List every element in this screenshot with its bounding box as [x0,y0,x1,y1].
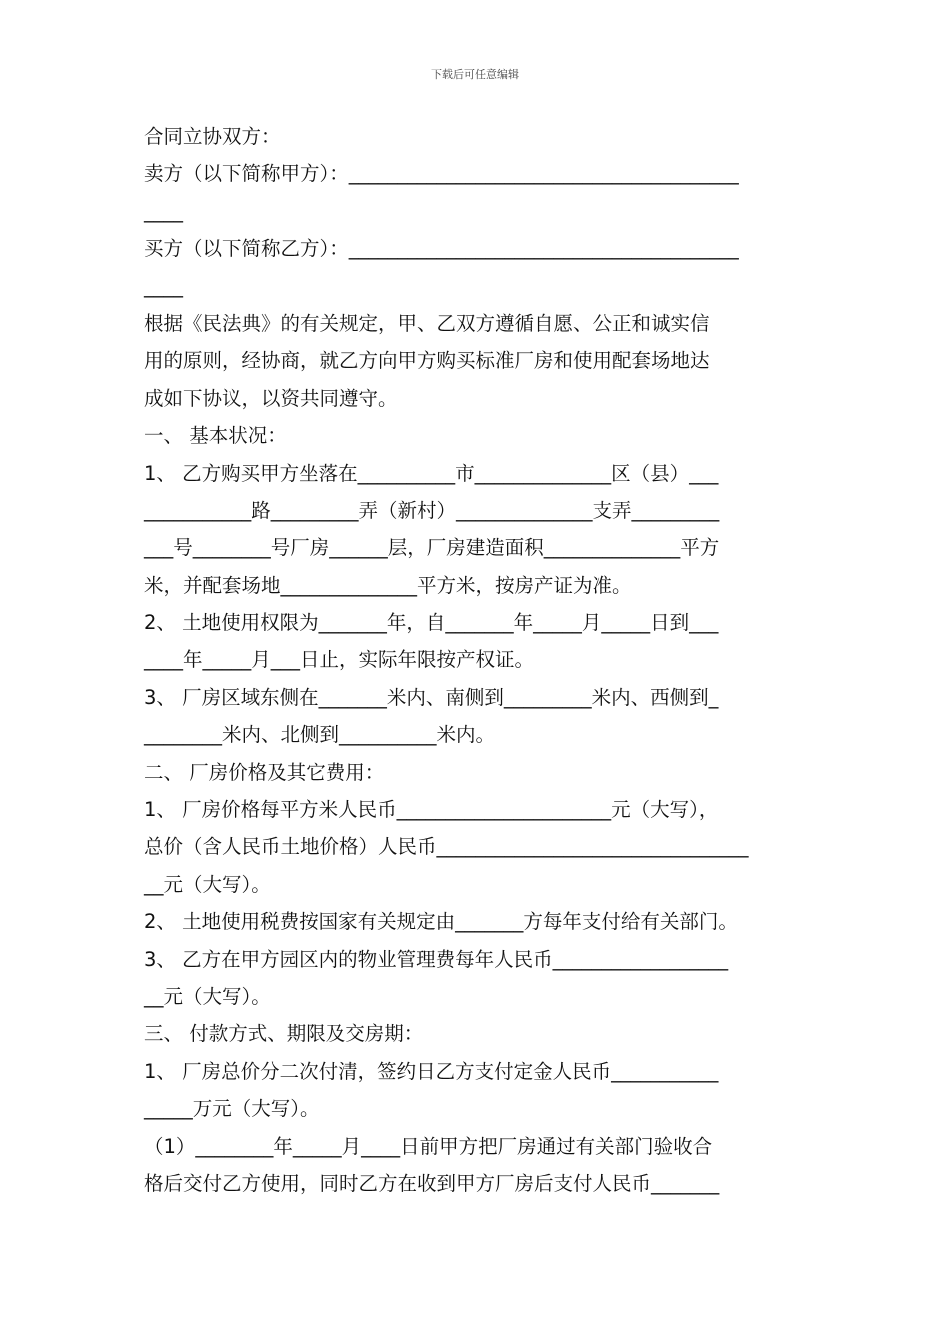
text-line: ____ [144,274,183,298]
text-line: ____年_____月___日止，实际年限按产权证。 [144,648,535,672]
text-line: 1、 厂房价格每平方米人民币______________________元（大写）， [144,798,719,822]
text-line: _____万元（大写）。 [144,1097,320,1121]
text-line: 2、 土地使用税费按国家有关规定由_______方每年支付给有关部门。 [144,910,738,934]
text-line: 卖方（以下简称甲方）：________________________________________ [144,162,739,186]
text-line: ___________路_________弄（新村）______________支弄_________ [144,498,720,522]
section-heading: 二、 厂房价格及其它费用： [144,760,385,784]
text-line: __元（大写）。 [144,984,271,1008]
text-line: 用的原则，经协商，就乙方向甲方购买标准厂房和使用配套场地达 [144,349,710,373]
text-line: 2、 土地使用权限为_______年，自_______年_____月_____日到___ [144,611,719,635]
section-heading: 一、 基本状况： [144,424,287,448]
section-heading: 三、 付款方式、期限及交房期： [144,1022,424,1046]
text-line: 3、 乙方在甲方园区内的物业管理费每年人民币__________________ [144,947,729,971]
text-line: ________米内、北侧到__________米内。 [144,723,496,747]
text-line: ___号________号厂房______层，厂房建造面积______________平方 [144,536,720,560]
text-line: 根据《民法典》的有关规定，甲、乙双方遵循自愿、公正和诚实信 [144,311,710,335]
text-line: ____ [144,199,183,223]
text-line: __元（大写）。 [144,872,271,896]
text-line: 3、 厂房区域东侧在_______米内、南侧到_________米内、西侧到_ [144,685,719,709]
text-line: 买方（以下简称乙方）：________________________________________ [144,237,739,261]
text-line: 总价（含人民币土地价格）人民币________________________________ [144,835,749,859]
text-line: 格后交付乙方使用，同时乙方在收到甲方厂房后支付人民币_______ [144,1171,720,1195]
text-line: 成如下协议，以资共同遵守。 [144,386,398,410]
contract-body [144,118,812,1202]
text-line: 合同立协双方： [144,125,281,148]
text-line: 1、 乙方购买甲方坐落在__________市______________区（县）___ [144,461,719,485]
text-line: （1）________年_____月____日前甲方把厂房通过有关部门验收合 [144,1134,713,1158]
page-header-note: 下载后可任意编辑 [431,68,519,81]
text-line: 1、 厂房总价分二次付清，签约日乙方支付定金人民币___________ [144,1059,719,1083]
text-line: 米，并配套场地______________平方米，按房产证为准。 [144,573,632,597]
